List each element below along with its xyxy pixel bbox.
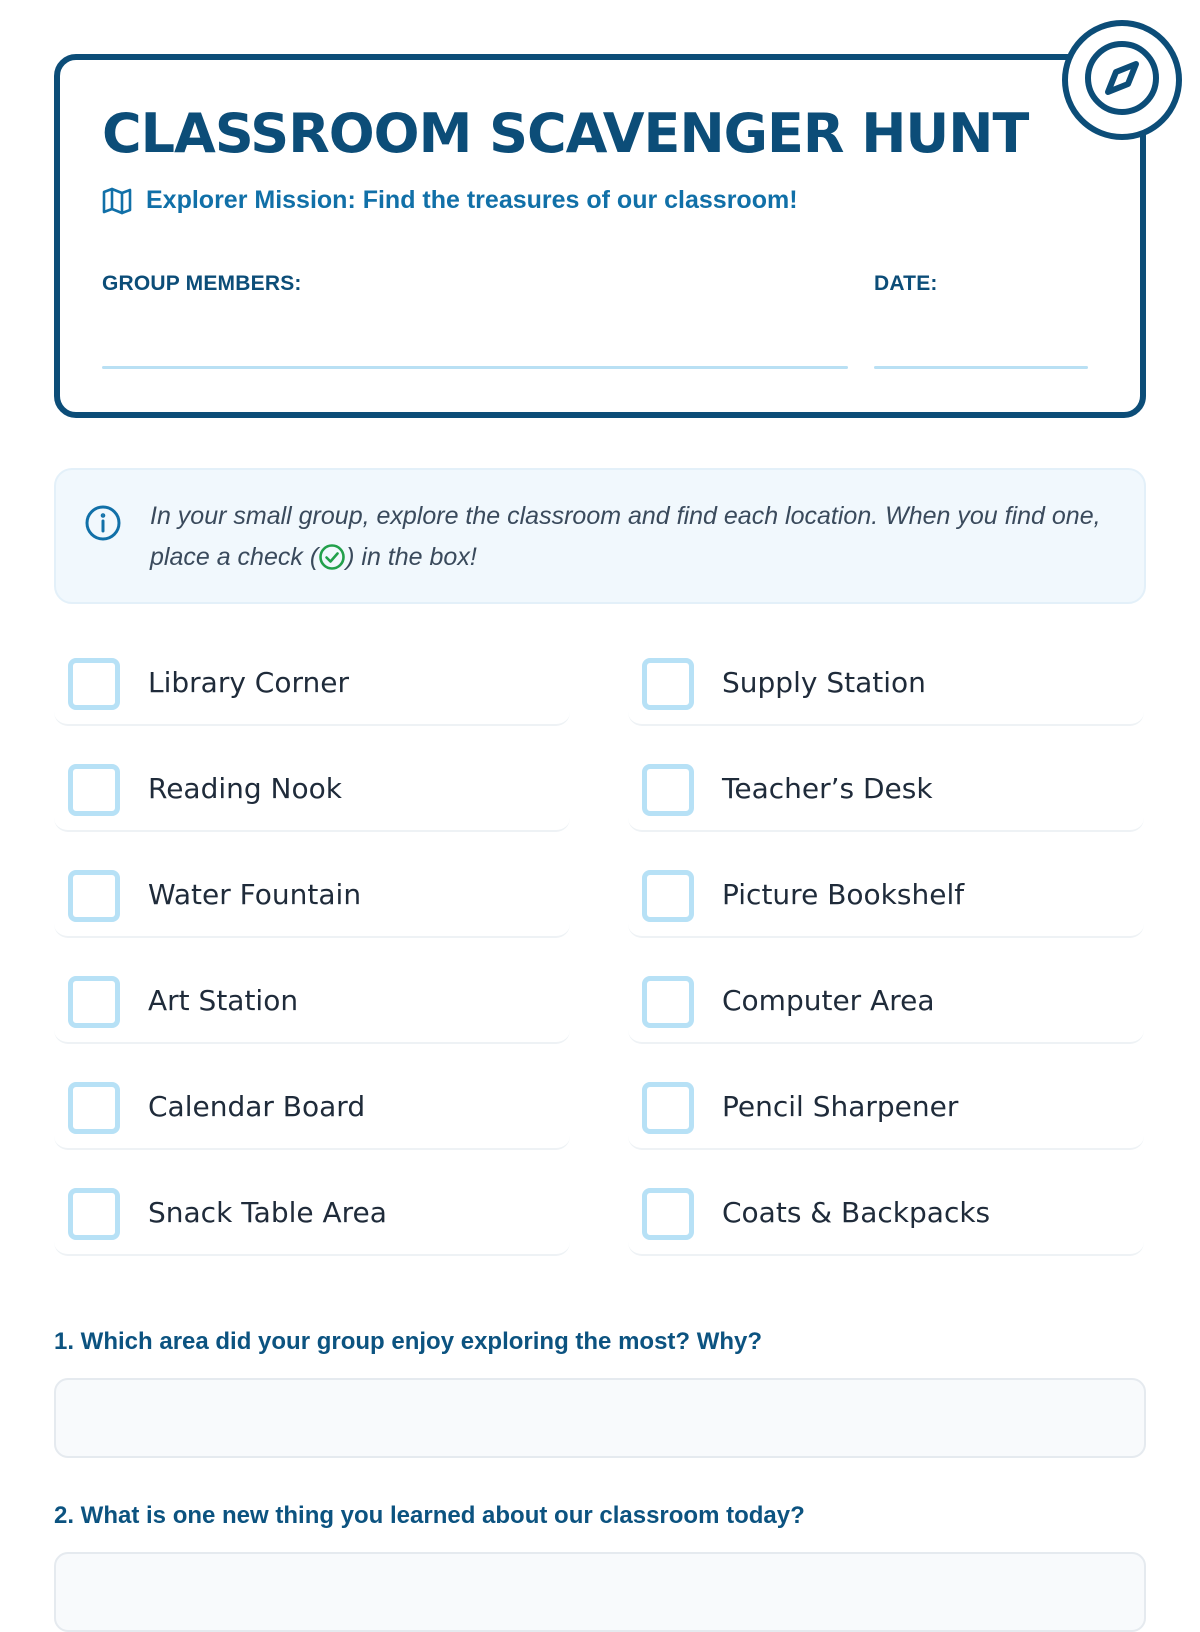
check-item bbox=[628, 1158, 1144, 1256]
check-item bbox=[54, 840, 570, 938]
item-label: Snack Table Area bbox=[148, 1196, 387, 1229]
item-label: Reading Nook bbox=[148, 772, 342, 805]
checkbox[interactable] bbox=[642, 1188, 694, 1240]
item-label: Coats & Backpacks bbox=[722, 1196, 991, 1229]
check-item bbox=[628, 1052, 1144, 1150]
checkbox[interactable] bbox=[642, 658, 694, 710]
checkbox[interactable] bbox=[642, 764, 694, 816]
info-icon bbox=[84, 504, 122, 547]
item-label: Water Fountain bbox=[148, 878, 362, 911]
checkbox[interactable] bbox=[642, 870, 694, 922]
checkbox[interactable] bbox=[68, 764, 120, 816]
subtitle-text: Explorer Mission: Find the treasures of our classroom! bbox=[146, 186, 798, 214]
mission-subtitle bbox=[102, 186, 798, 215]
check-item bbox=[628, 628, 1144, 726]
checkbox[interactable] bbox=[68, 1082, 120, 1134]
checkbox[interactable] bbox=[642, 976, 694, 1028]
check-item bbox=[54, 946, 570, 1044]
date-label: DATE: bbox=[874, 272, 938, 295]
group-members-label: GROUP MEMBERS: bbox=[102, 272, 302, 295]
item-label: Art Station bbox=[148, 984, 299, 1017]
checkbox[interactable] bbox=[68, 1188, 120, 1240]
item-label: Supply Station bbox=[722, 666, 926, 699]
checkbox[interactable] bbox=[68, 870, 120, 922]
check-item bbox=[628, 946, 1144, 1044]
page-title: CLASSROOM SCAVENGER HUNT bbox=[102, 102, 1029, 165]
check-item bbox=[54, 1052, 570, 1150]
item-label: Library Corner bbox=[148, 666, 349, 699]
check-item bbox=[628, 734, 1144, 832]
map-icon bbox=[102, 187, 132, 215]
check-circle-icon bbox=[318, 543, 346, 584]
compass-icon bbox=[1084, 40, 1160, 121]
checkbox[interactable] bbox=[642, 1082, 694, 1134]
checkbox[interactable] bbox=[68, 658, 120, 710]
instructions-panel bbox=[54, 468, 1146, 604]
item-label: Calendar Board bbox=[148, 1090, 366, 1123]
instructions-text: In your small group, explore the classroom and find each location. When you find one, place a check ( ) in the box! bbox=[150, 496, 1120, 584]
compass-badge bbox=[1062, 20, 1182, 140]
header-card bbox=[54, 54, 1146, 418]
checkbox[interactable] bbox=[68, 976, 120, 1028]
item-label: Picture Bookshelf bbox=[722, 878, 965, 911]
check-item bbox=[54, 1158, 570, 1256]
group-members-field[interactable] bbox=[102, 366, 848, 369]
item-label: Pencil Sharpener bbox=[722, 1090, 959, 1123]
item-label: Teacher’s Desk bbox=[722, 772, 933, 805]
question-2: 2. What is one new thing you learned about our classroom today? bbox=[54, 1502, 805, 1529]
check-item bbox=[54, 628, 570, 726]
date-field[interactable] bbox=[874, 366, 1088, 369]
check-item bbox=[628, 840, 1144, 938]
answer-box-1[interactable] bbox=[54, 1378, 1146, 1458]
answer-box-2[interactable] bbox=[54, 1552, 1146, 1632]
check-item bbox=[54, 734, 570, 832]
item-label: Computer Area bbox=[722, 984, 935, 1017]
question-1: 1. Which area did your group enjoy exploring the most? Why? bbox=[54, 1328, 763, 1355]
